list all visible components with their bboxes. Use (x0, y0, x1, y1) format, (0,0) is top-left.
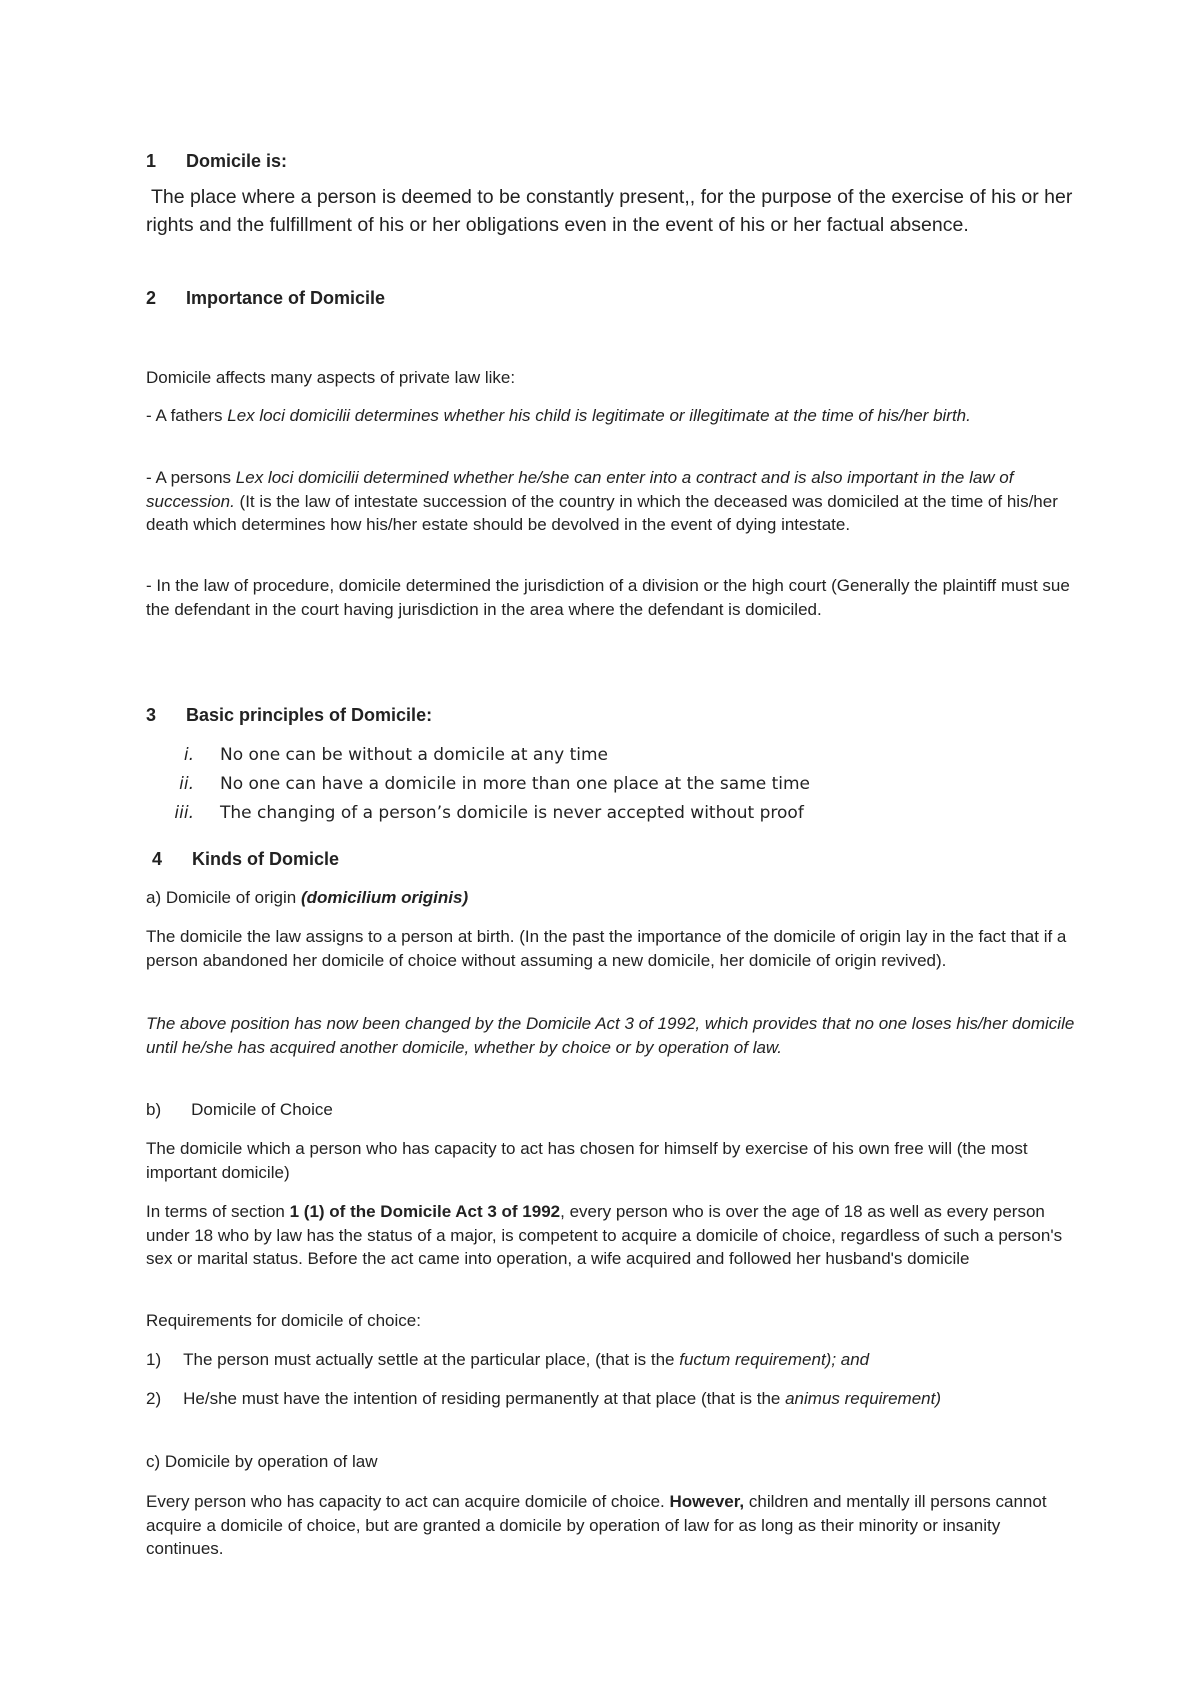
principle-item (146, 743, 1076, 767)
latin-term: (domicilium originis) (300, 888, 469, 907)
requirement-item (146, 1348, 1076, 1372)
principle-text: No one can be without a domicile at any time (220, 745, 608, 765)
principle-item (146, 772, 1076, 796)
subheading-number: b) (146, 1100, 162, 1119)
heading-text: Kinds of Domicle (192, 849, 340, 869)
heading-domicile-is (146, 149, 1076, 173)
heading-basic-principles (146, 703, 1076, 727)
roman-numeral: iii. (174, 803, 194, 823)
requirement-italic: fuctum requirement); and (679, 1350, 870, 1369)
requirement-text: He/she must have the intention of residing permanently at that place (that is the (183, 1389, 786, 1408)
choice-act-paragraph (146, 1200, 1076, 1271)
heading-number: 3 (146, 705, 157, 725)
paragraph-text: In terms of section (146, 1202, 290, 1221)
origin-paragraph: The domicile the law assigns to a person at birth. (In the past the importance of the domicile of origin lay in the fact that if a person abandoned her domicile of choice without assuming a new domicile, her domicile of origin revived). (146, 927, 1067, 970)
bullet-lead: - A persons (146, 468, 236, 487)
heading-text: Basic principles of Domicile: (186, 705, 433, 725)
paragraph-text: Every person who has capacity to act can acquire domicile of choice. (146, 1492, 670, 1511)
requirement-number: 2) (146, 1389, 162, 1408)
subheading-text: a) Domicile of origin (146, 888, 301, 907)
bullet-legitimacy (146, 404, 1076, 428)
bullet-italic: Lex loci domicilii determines whether his child is legitimate or illegitimate at the time of his/her birth. (227, 406, 971, 425)
subheading-operation-of-law: c) Domicile by operation of law (146, 1452, 378, 1471)
subheading-origin (146, 886, 1076, 910)
heading-number: 1 (146, 151, 157, 171)
principle-text: The changing of a person’s domicile is never accepted without proof (220, 803, 804, 823)
requirement-text: The person must actually settle at the particular place, (that is the (183, 1350, 680, 1369)
heading-number: 2 (146, 288, 157, 308)
act-reference: 1 (1) of the Domicile Act 3 of 1992 (289, 1202, 561, 1221)
heading-importance (146, 286, 1076, 310)
operation-of-law-paragraph (146, 1490, 1076, 1561)
domicile-definition: The place where a person is deemed to be constantly present,, for the purpose of the exercise of his or her rights and the fulfillment of his or her obligations even in the event of his or her factual absence. (146, 186, 1073, 236)
bullet-procedure: - In the law of procedure, domicile determined the jurisdiction of a division or the high court (Generally the plaintiff must sue the defendant in the court having jurisdiction in the area where the defendant is domiciled. (146, 576, 1070, 619)
requirements-title: Requirements for domicile of choice: (146, 1311, 421, 1330)
requirement-item (146, 1387, 1076, 1411)
requirement-number: 1) (146, 1350, 162, 1369)
heading-kinds (152, 847, 1082, 871)
paragraph-text: children and mentally ill persons cannot acquire a domicile of choice, but are granted a domicile by operation of law for as long as their minority or insanity continues. (146, 1492, 1047, 1558)
importance-intro: Domicile affects many aspects of private law like: (146, 368, 516, 387)
roman-numeral: ii. (179, 774, 194, 794)
heading-text: Importance of Domicile (186, 288, 386, 308)
bullet-rest: (It is the law of intestate succession of the country in which the deceased was domiciled at the time of his/her death which determines how his/her estate should be devolved in the event of dying intestate. (146, 491, 1058, 534)
heading-number: 4 (152, 849, 163, 869)
paragraph-text: , every person who is over the age of 18 as well as every person under 18 who by law has the status of a major, is competent to acquire a domicile of choice, regardless of such a person's sex or marital status. Before the act came into operation, a wife acquired and followed her husband's domicile (146, 1202, 1063, 1268)
bullet-lead: - A fathers (146, 406, 228, 425)
origin-italic-note: The above position has now been changed by the Domicile Act 3 of 1992, which provides that no one loses his/her domicile until he/she has acquired another domicile, whether by choice or by operation of law. (146, 1014, 1075, 1057)
subheading-choice (146, 1098, 1076, 1122)
roman-numeral: i. (183, 745, 194, 765)
bullet-contract-succession (146, 466, 1076, 537)
principle-item (146, 801, 1076, 825)
principle-text: No one can have a domicile in more than one place at the same time (220, 774, 811, 794)
heading-text: Domicile is: (186, 151, 288, 171)
choice-paragraph: The domicile which a person who has capacity to act has chosen for himself by exercise of his own free will (the most important domicile) (146, 1139, 1028, 1182)
subheading-text: Domicile of Choice (191, 1100, 333, 1119)
emphasis: However, (669, 1492, 745, 1511)
requirement-italic: animus requirement) (785, 1389, 941, 1408)
bullet-italic: Lex loci domicilii determined whether he/she can enter into a contract and is also important in the law of succession. (146, 468, 1014, 511)
